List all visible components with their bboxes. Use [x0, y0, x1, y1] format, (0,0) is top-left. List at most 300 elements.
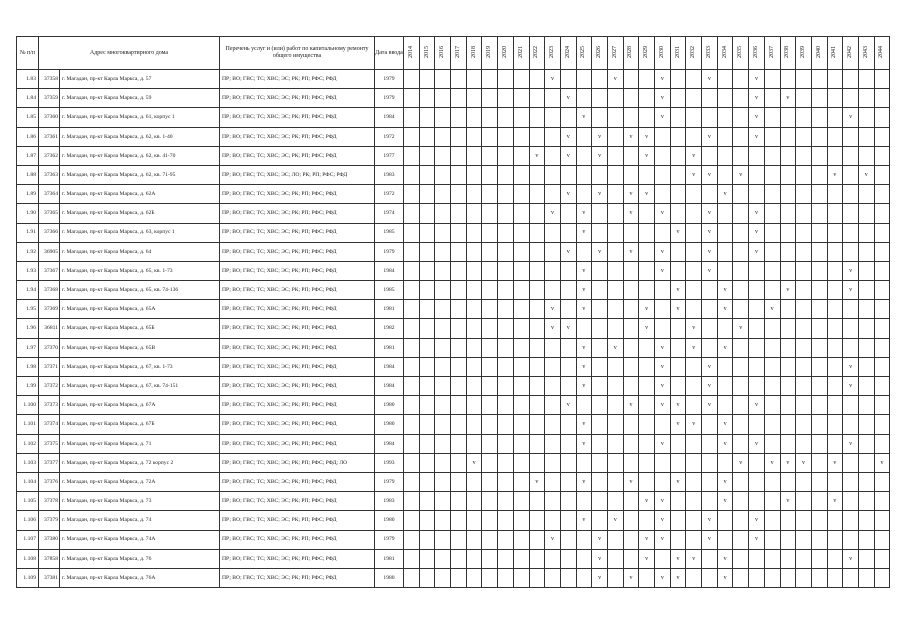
- schedule-cell: [498, 453, 514, 472]
- schedule-cell: [717, 530, 733, 549]
- schedule-cell: [733, 453, 749, 472]
- schedule-cell: [607, 108, 623, 127]
- schedule-cell: [560, 261, 576, 280]
- schedule-cell: [780, 549, 796, 568]
- scheduled-mark: v: [692, 344, 696, 351]
- schedule-cell: [451, 338, 467, 357]
- schedule-cell: [639, 146, 655, 165]
- schedule-cell: [843, 300, 859, 319]
- schedule-cell: [482, 185, 498, 204]
- schedule-cell: [796, 300, 812, 319]
- schedule-cell: [843, 108, 859, 127]
- schedule-cell: [545, 377, 561, 396]
- schedule-cell: [513, 492, 529, 511]
- schedule-cell: [623, 204, 639, 223]
- schedule-cell: [498, 396, 514, 415]
- scheduled-mark: v: [582, 114, 586, 121]
- schedule-cell: [717, 568, 733, 587]
- schedule-cell: [655, 415, 671, 434]
- table-row: [17, 549, 890, 568]
- schedule-cell: [702, 396, 718, 415]
- house-code: 37362: [39, 146, 60, 165]
- scheduled-mark: v: [692, 152, 696, 159]
- house-code: 37380: [39, 530, 60, 549]
- scheduled-mark: v: [849, 287, 853, 294]
- schedule-cell: [811, 434, 827, 453]
- schedule-cell: [451, 165, 467, 184]
- schedule-cell: [686, 568, 702, 587]
- repair-services: ПР; ВО; ГВС; ТС; ХВС; ЭС; РК; РП; РФС; РФД: [220, 70, 375, 89]
- schedule-cell: [702, 146, 718, 165]
- schedule-cell: [858, 223, 874, 242]
- schedule-cell: [670, 511, 686, 530]
- schedule-cell: [858, 568, 874, 587]
- header-year: [749, 37, 765, 70]
- schedule-cell: [796, 242, 812, 261]
- schedule-cell: [670, 434, 686, 453]
- repair-table: [16, 36, 890, 588]
- header-services: Перечень услуг и (или) работ по капитальному ремонту общего имущества: [220, 37, 375, 70]
- schedule-cell: [419, 108, 435, 127]
- schedule-cell: [670, 300, 686, 319]
- schedule-cell: [451, 261, 467, 280]
- scheduled-mark: v: [660, 402, 664, 409]
- row-number: 1.87: [17, 146, 39, 165]
- schedule-cell: [827, 472, 843, 491]
- schedule-cell: [796, 223, 812, 242]
- schedule-cell: [717, 108, 733, 127]
- scheduled-mark: v: [645, 133, 649, 140]
- schedule-cell: [466, 127, 482, 146]
- schedule-cell: [466, 568, 482, 587]
- schedule-cell: [796, 492, 812, 511]
- header-year-label: 2019: [486, 45, 493, 58]
- schedule-cell: [655, 453, 671, 472]
- scheduled-mark: v: [660, 114, 664, 121]
- year-built: 1981: [375, 300, 404, 319]
- scheduled-mark: v: [864, 171, 868, 178]
- schedule-cell: [592, 165, 608, 184]
- scheduled-mark: v: [692, 325, 696, 332]
- house-address: г. Магадан, пр-кт Карла Маркса, д. 74: [60, 511, 220, 530]
- schedule-cell: [560, 108, 576, 127]
- schedule-cell: [435, 70, 451, 89]
- house-code: 37376: [39, 472, 60, 491]
- scheduled-mark: v: [629, 191, 633, 198]
- schedule-cell: [811, 223, 827, 242]
- scheduled-mark: v: [802, 459, 806, 466]
- schedule-cell: [843, 223, 859, 242]
- schedule-cell: [858, 357, 874, 376]
- schedule-cell: [702, 261, 718, 280]
- schedule-cell: [513, 511, 529, 530]
- schedule-cell: [796, 530, 812, 549]
- scheduled-mark: v: [786, 498, 790, 505]
- schedule-cell: [749, 530, 765, 549]
- schedule-cell: [498, 434, 514, 453]
- schedule-cell: [482, 89, 498, 108]
- schedule-cell: [513, 204, 529, 223]
- header-year-label: 2017: [454, 45, 461, 58]
- house-code: 37379: [39, 511, 60, 530]
- house-code: 37364: [39, 185, 60, 204]
- schedule-cell: [592, 89, 608, 108]
- schedule-cell: [811, 242, 827, 261]
- schedule-cell: [717, 146, 733, 165]
- schedule-cell: [513, 549, 529, 568]
- schedule-cell: [686, 242, 702, 261]
- scheduled-mark: v: [613, 75, 617, 82]
- year-built: 1980: [375, 568, 404, 587]
- schedule-cell: [733, 127, 749, 146]
- schedule-cell: [592, 568, 608, 587]
- schedule-cell: [686, 511, 702, 530]
- schedule-cell: [670, 453, 686, 472]
- schedule-cell: [733, 357, 749, 376]
- scheduled-mark: v: [582, 287, 586, 294]
- schedule-cell: [717, 492, 733, 511]
- schedule-cell: [796, 396, 812, 415]
- schedule-cell: [529, 415, 545, 434]
- schedule-cell: [592, 319, 608, 338]
- schedule-cell: [482, 300, 498, 319]
- schedule-cell: [560, 357, 576, 376]
- schedule-cell: [733, 89, 749, 108]
- house-code: 37375: [39, 434, 60, 453]
- schedule-cell: [466, 549, 482, 568]
- schedule-cell: [811, 108, 827, 127]
- scheduled-mark: v: [739, 459, 743, 466]
- scheduled-mark: v: [676, 287, 680, 294]
- schedule-cell: [545, 89, 561, 108]
- schedule-cell: [843, 242, 859, 261]
- schedule-cell: [466, 530, 482, 549]
- header-year-label: 2021: [517, 45, 524, 58]
- schedule-cell: [592, 549, 608, 568]
- schedule-cell: [623, 165, 639, 184]
- schedule-cell: [576, 568, 592, 587]
- house-address: г. Магадан, пр-кт Карла Маркса, д. 67А: [60, 396, 220, 415]
- schedule-cell: [702, 530, 718, 549]
- schedule-cell: [623, 549, 639, 568]
- row-number: 1.96: [17, 319, 39, 338]
- header-year-label: 2040: [815, 45, 822, 58]
- header-year-label: 2032: [690, 45, 697, 58]
- schedule-cell: [529, 396, 545, 415]
- schedule-cell: [607, 300, 623, 319]
- house-address: г. Магадан, пр-кт Карла Маркса, д. 67, кв. 1-73: [60, 357, 220, 376]
- schedule-cell: [639, 568, 655, 587]
- schedule-cell: [592, 242, 608, 261]
- scheduled-mark: v: [598, 133, 602, 140]
- repair-services: ПР; ВО; ГВС; ТС; ХВС; ЭС; РК; РП; РФС; РФД: [220, 568, 375, 587]
- schedule-cell: [545, 242, 561, 261]
- schedule-cell: [545, 434, 561, 453]
- schedule-cell: [639, 165, 655, 184]
- header-year: [655, 37, 671, 70]
- schedule-cell: [498, 357, 514, 376]
- header-year-label: 2042: [847, 45, 854, 58]
- schedule-cell: [686, 70, 702, 89]
- schedule-cell: [498, 338, 514, 357]
- schedule-cell: [655, 146, 671, 165]
- schedule-cell: [419, 185, 435, 204]
- schedule-cell: [419, 204, 435, 223]
- schedule-cell: [858, 396, 874, 415]
- schedule-cell: [498, 89, 514, 108]
- scheduled-mark: v: [707, 229, 711, 236]
- schedule-cell: [466, 261, 482, 280]
- table-row: [17, 377, 890, 396]
- schedule-cell: [419, 357, 435, 376]
- schedule-cell: [702, 319, 718, 338]
- schedule-cell: [733, 281, 749, 300]
- schedule-cell: [639, 338, 655, 357]
- scheduled-mark: v: [535, 152, 539, 159]
- schedule-cell: [733, 242, 749, 261]
- schedule-cell: [717, 549, 733, 568]
- schedule-cell: [702, 357, 718, 376]
- year-built: 1984: [375, 434, 404, 453]
- schedule-cell: [733, 530, 749, 549]
- schedule-cell: [404, 472, 420, 491]
- table-row: [17, 165, 890, 184]
- schedule-cell: [858, 549, 874, 568]
- schedule-cell: [435, 108, 451, 127]
- house-address: г. Магадан, пр-кт Карла Маркса, д. 62А: [60, 185, 220, 204]
- schedule-cell: [717, 396, 733, 415]
- schedule-cell: [466, 165, 482, 184]
- row-number: 1.97: [17, 338, 39, 357]
- schedule-cell: [560, 70, 576, 89]
- schedule-cell: [686, 338, 702, 357]
- schedule-cell: [545, 530, 561, 549]
- row-number: 1.108: [17, 549, 39, 568]
- schedule-cell: [655, 549, 671, 568]
- schedule-cell: [686, 281, 702, 300]
- house-code: 37377: [39, 453, 60, 472]
- header-year: [466, 37, 482, 70]
- schedule-cell: [466, 300, 482, 319]
- schedule-cell: [639, 549, 655, 568]
- scheduled-mark: v: [770, 306, 774, 313]
- schedule-cell: [435, 511, 451, 530]
- schedule-cell: [796, 453, 812, 472]
- schedule-cell: [435, 472, 451, 491]
- schedule-cell: [607, 223, 623, 242]
- schedule-cell: [576, 261, 592, 280]
- scheduled-mark: v: [723, 306, 727, 313]
- schedule-cell: [733, 319, 749, 338]
- scheduled-mark: v: [754, 402, 758, 409]
- schedule-cell: [592, 281, 608, 300]
- schedule-cell: [733, 204, 749, 223]
- schedule-cell: [466, 377, 482, 396]
- schedule-cell: [874, 261, 890, 280]
- schedule-cell: [498, 568, 514, 587]
- schedule-cell: [811, 396, 827, 415]
- repair-services: ПР; ВО; ГВС; ТС; ХВС; ЭС; РК; РП; РФС; РФД: [220, 377, 375, 396]
- schedule-cell: [639, 261, 655, 280]
- scheduled-mark: v: [676, 555, 680, 562]
- schedule-cell: [560, 492, 576, 511]
- schedule-cell: [545, 108, 561, 127]
- schedule-cell: [623, 511, 639, 530]
- scheduled-mark: v: [707, 133, 711, 140]
- schedule-cell: [811, 453, 827, 472]
- schedule-cell: [529, 204, 545, 223]
- schedule-cell: [655, 108, 671, 127]
- schedule-cell: [513, 185, 529, 204]
- scheduled-mark: v: [676, 574, 680, 581]
- schedule-cell: [764, 165, 780, 184]
- schedule-cell: [404, 415, 420, 434]
- repair-services: ПР; ВО; ГВС; ТС; ХВС; ЭС; РК; РП; РФС; РФД: [220, 300, 375, 319]
- schedule-cell: [827, 511, 843, 530]
- schedule-cell: [451, 108, 467, 127]
- header-year-label: 2018: [470, 45, 477, 58]
- schedule-cell: [419, 377, 435, 396]
- schedule-cell: [843, 319, 859, 338]
- schedule-cell: [451, 185, 467, 204]
- schedule-cell: [560, 185, 576, 204]
- header-year: [513, 37, 529, 70]
- scheduled-mark: v: [566, 133, 570, 140]
- schedule-cell: [843, 127, 859, 146]
- house-address: г. Магадан, пр-кт Карла Маркса, д. 74А: [60, 530, 220, 549]
- schedule-cell: [874, 223, 890, 242]
- schedule-cell: [749, 127, 765, 146]
- schedule-cell: [560, 127, 576, 146]
- schedule-cell: [702, 415, 718, 434]
- schedule-cell: [560, 549, 576, 568]
- schedule-cell: [811, 319, 827, 338]
- schedule-cell: [404, 568, 420, 587]
- scheduled-mark: v: [598, 248, 602, 255]
- schedule-cell: [498, 472, 514, 491]
- schedule-cell: [607, 338, 623, 357]
- schedule-cell: [419, 319, 435, 338]
- schedule-cell: [670, 242, 686, 261]
- schedule-cell: [404, 357, 420, 376]
- schedule-cell: [592, 204, 608, 223]
- schedule-cell: [858, 165, 874, 184]
- schedule-cell: [670, 127, 686, 146]
- scheduled-mark: v: [566, 191, 570, 198]
- schedule-cell: [529, 70, 545, 89]
- schedule-cell: [513, 127, 529, 146]
- house-code: 37369: [39, 300, 60, 319]
- schedule-cell: [482, 357, 498, 376]
- table-row: [17, 396, 890, 415]
- schedule-cell: [607, 549, 623, 568]
- scheduled-mark: v: [582, 344, 586, 351]
- scheduled-mark: v: [754, 114, 758, 121]
- schedule-cell: [858, 415, 874, 434]
- schedule-cell: [466, 453, 482, 472]
- schedule-cell: [482, 492, 498, 511]
- repair-services: ПР; ВО; ГВС; ТС; ХВС; ЭС; РК; РП; РФС; РФД: [220, 530, 375, 549]
- schedule-cell: [623, 300, 639, 319]
- schedule-cell: [576, 223, 592, 242]
- schedule-cell: [717, 319, 733, 338]
- schedule-cell: [749, 434, 765, 453]
- schedule-cell: [466, 472, 482, 491]
- table-row: [17, 223, 890, 242]
- schedule-cell: [545, 415, 561, 434]
- scheduled-mark: v: [582, 440, 586, 447]
- repair-services: ПР; ВО; ГВС; ТС; ХВС; ЭС; РК; РП; РФС; РФД: [220, 223, 375, 242]
- schedule-cell: [827, 70, 843, 89]
- scheduled-mark: v: [754, 75, 758, 82]
- header-year-label: 2015: [423, 45, 430, 58]
- schedule-cell: [733, 396, 749, 415]
- schedule-cell: [780, 396, 796, 415]
- schedule-cell: [827, 300, 843, 319]
- scheduled-mark: v: [849, 363, 853, 370]
- scheduled-mark: v: [660, 75, 664, 82]
- schedule-cell: [843, 89, 859, 108]
- scheduled-mark: v: [613, 517, 617, 524]
- header-year-label: 2044: [878, 45, 885, 58]
- schedule-cell: [560, 396, 576, 415]
- schedule-cell: [858, 338, 874, 357]
- row-number: 1.101: [17, 415, 39, 434]
- schedule-cell: [435, 338, 451, 357]
- year-built: 1977: [375, 146, 404, 165]
- schedule-cell: [560, 530, 576, 549]
- header-year: [639, 37, 655, 70]
- header-year: [451, 37, 467, 70]
- schedule-cell: [749, 89, 765, 108]
- schedule-cell: [451, 70, 467, 89]
- year-built: 1979: [375, 530, 404, 549]
- schedule-cell: [592, 511, 608, 530]
- schedule-cell: [592, 492, 608, 511]
- schedule-cell: [404, 223, 420, 242]
- schedule-cell: [655, 568, 671, 587]
- schedule-cell: [623, 70, 639, 89]
- table-row: [17, 261, 890, 280]
- table-row: [17, 453, 890, 472]
- schedule-cell: [419, 223, 435, 242]
- schedule-cell: [749, 472, 765, 491]
- schedule-cell: [811, 357, 827, 376]
- row-number: 1.85: [17, 108, 39, 127]
- schedule-cell: [592, 472, 608, 491]
- scheduled-mark: v: [582, 306, 586, 313]
- schedule-cell: [717, 453, 733, 472]
- scheduled-mark: v: [660, 267, 664, 274]
- schedule-cell: [435, 319, 451, 338]
- schedule-cell: [545, 492, 561, 511]
- schedule-cell: [482, 204, 498, 223]
- schedule-cell: [482, 434, 498, 453]
- schedule-cell: [749, 377, 765, 396]
- schedule-cell: [498, 511, 514, 530]
- schedule-cell: [874, 415, 890, 434]
- schedule-cell: [529, 242, 545, 261]
- schedule-cell: [764, 185, 780, 204]
- schedule-cell: [513, 281, 529, 300]
- scheduled-mark: v: [692, 555, 696, 562]
- schedule-cell: [717, 434, 733, 453]
- schedule-cell: [858, 281, 874, 300]
- schedule-cell: [529, 108, 545, 127]
- schedule-cell: [513, 415, 529, 434]
- schedule-cell: [858, 434, 874, 453]
- house-code: 37366: [39, 223, 60, 242]
